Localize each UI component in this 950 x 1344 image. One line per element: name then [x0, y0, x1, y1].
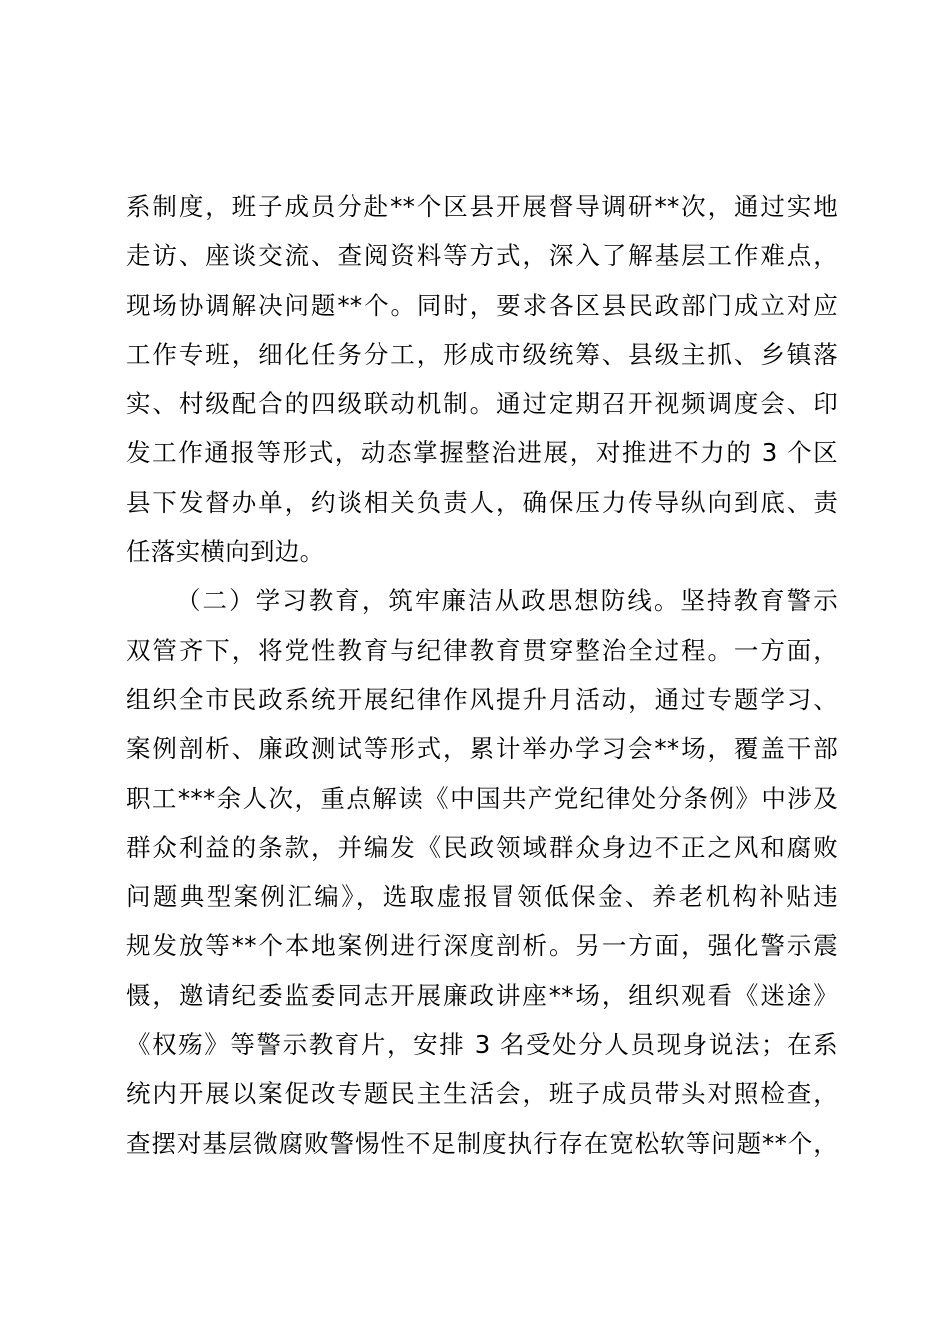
section-heading-line: （二）学习教育，筑牢廉洁从政思想防线。坚持教育警示 — [176, 586, 838, 616]
text-line: 走访、座谈交流、查阅资料等方式，深入了解基层工作难点， — [126, 241, 838, 271]
text-line: 慑，邀请纪委监委同志开展廉政讲座**场，组织观看《迷途》 — [126, 980, 838, 1010]
text-line: 案例剖析、廉政测试等形式，累计举办学习会**场，覆盖干部 — [126, 734, 838, 764]
text-line: 任落实横向到边。 — [126, 537, 325, 567]
text-line: 实、村级配合的四级联动机制。通过定期召开视频调度会、印 — [126, 389, 838, 419]
text-line: 查摆对基层微腐败警惕性不足制度执行存在宽松软等问题**个， — [126, 1128, 838, 1158]
text-line: 问题典型案例汇编》，选取虚报冒领低保金、养老机构补贴违 — [126, 882, 838, 912]
text-line: 发工作通报等形式，动态掌握整治进展，对推进不力的 3 个区 — [126, 438, 838, 468]
body-text — [126, 182, 838, 1168]
text-line: 规发放等**个本地案例进行深度剖析。另一方面，强化警示震 — [126, 931, 838, 961]
text-line: 县下发督办单，约谈相关负责人，确保压力传导纵向到底、责 — [126, 487, 838, 517]
text-line: 工作专班，细化任务分工，形成市级统筹、县级主抓、乡镇落 — [126, 339, 838, 369]
text-line: 《权殇》等警示教育片，安排 3 名受处分人员现身说法；在系 — [126, 1030, 838, 1060]
text-line: 职工***余人次，重点解读《中国共产党纪律处分条例》中涉及 — [126, 783, 838, 813]
text-line: 现场协调解决问题**个。同时，要求各区县民政部门成立对应 — [126, 290, 838, 320]
text-line: 群众利益的条款，并编发《民政领域群众身边不正之风和腐败 — [126, 832, 838, 862]
text-line: 组织全市民政系统开展纪律作风提升月活动，通过专题学习、 — [126, 684, 838, 714]
text-line: 双管齐下，将党性教育与纪律教育贯穿整治全过程。一方面， — [126, 635, 838, 665]
text-line: 系制度，班子成员分赴**个区县开展督导调研**次，通过实地 — [126, 192, 838, 221]
text-line: 统内开展以案促改专题民主生活会，班子成员带头对照检查， — [126, 1079, 838, 1109]
